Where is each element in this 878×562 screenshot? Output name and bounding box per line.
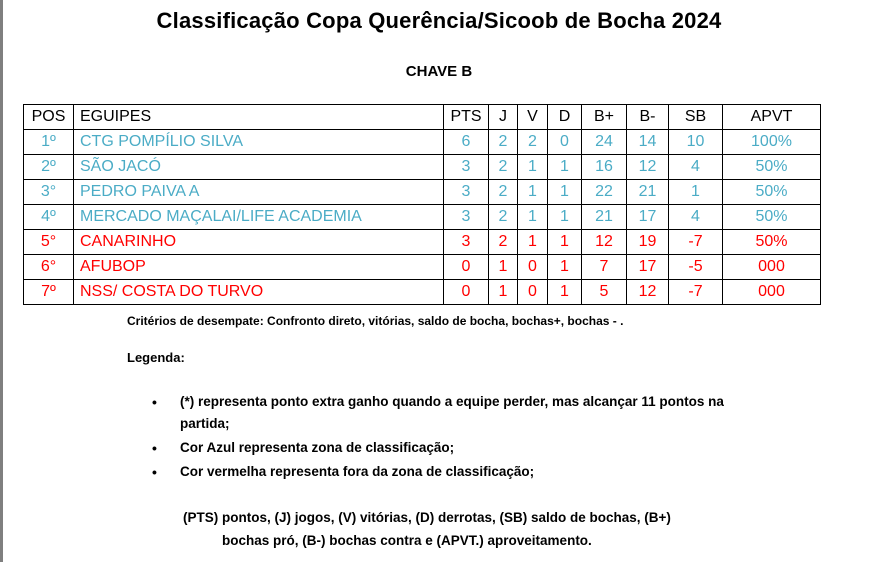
cell-bplus: 12 [582,230,627,255]
bullet-icon: • [152,464,157,480]
cell-team: CANARINHO [74,230,444,255]
legend-item [150,391,750,435]
cell-j: 1 [489,255,518,280]
cell-bminus: 14 [627,130,669,155]
cell-apvt: 50% [723,230,821,255]
cell-team: MERCADO MAÇALAI/LIFE ACADEMIA [74,205,444,230]
cell-sb: -7 [669,280,723,305]
cell-pos: 5° [24,230,74,255]
cell-pts: 0 [444,280,489,305]
cell-bminus: 12 [627,155,669,180]
table-row [24,155,821,180]
bullet-icon: • [152,440,157,456]
cell-team: CTG POMPÍLIO SILVA [74,130,444,155]
cell-pts: 3 [444,155,489,180]
cell-sb: 4 [669,205,723,230]
bullet-icon: • [152,394,157,410]
document-title: Classificação Copa Querência/Sicoob de Bocha 2024 [156,8,722,33]
cell-team: NSS/ COSTA DO TURVO [74,280,444,305]
cell-bplus: 24 [582,130,627,155]
cell-pos: 7º [24,280,74,305]
cell-bminus: 17 [627,205,669,230]
cell-pos: 4º [24,205,74,230]
header-d: D [548,105,582,130]
tiebreak-criteria: Critérios de desempate: Confronto direto, vitórias, saldo de bocha, bochas+, bochas - . [127,314,624,328]
group-subtitle: CHAVE B [405,63,473,80]
table-header-row [24,105,821,130]
cell-pts: 3 [444,205,489,230]
cell-d: 1 [548,280,582,305]
legend-list [150,391,750,485]
cell-pos: 6° [24,255,74,280]
cell-bminus: 21 [627,180,669,205]
cell-j: 2 [489,180,518,205]
cell-sb: 4 [669,155,723,180]
cell-apvt: 000 [723,255,821,280]
cell-bplus: 5 [582,280,627,305]
cell-pts: 3 [444,230,489,255]
cell-apvt: 50% [723,205,821,230]
cell-v: 0 [518,280,548,305]
cell-sb: 1 [669,180,723,205]
cell-j: 1 [489,280,518,305]
cell-team: AFUBOP [74,255,444,280]
abbreviations-line-1: (PTS) pontos, (J) jogos, (V) vitórias, (D) derrotas, (SB) saldo de bochas, (B+) [183,510,671,525]
cell-j: 2 [489,205,518,230]
table-row [24,205,821,230]
legend-item [150,461,750,483]
cell-team: SÃO JACÓ [74,155,444,180]
legend-item-text: Cor vermelha representa fora da zona de classificação; [180,464,535,479]
header-bplus: B+ [582,105,627,130]
cell-v: 1 [518,230,548,255]
header-j: J [489,105,518,130]
cell-bminus: 19 [627,230,669,255]
cell-d: 1 [548,180,582,205]
cell-pos: 3° [24,180,74,205]
cell-pts: 0 [444,255,489,280]
cell-j: 2 [489,155,518,180]
cell-pts: 3 [444,180,489,205]
cell-apvt: 50% [723,155,821,180]
table-row [24,180,821,205]
cell-v: 1 [518,205,548,230]
header-pts: PTS [444,105,489,130]
legend-item-text: (*) representa ponto extra ganho quando a equipe perder, mas alcançar 11 pontos na partida; [180,394,724,431]
cell-sb: -7 [669,230,723,255]
cell-v: 2 [518,130,548,155]
cell-bminus: 17 [627,255,669,280]
table-row [24,230,821,255]
cell-d: 1 [548,205,582,230]
cell-v: 1 [518,155,548,180]
cell-apvt: 100% [723,130,821,155]
cell-bplus: 21 [582,205,627,230]
cell-team: PEDRO PAIVA A [74,180,444,205]
cell-v: 1 [518,180,548,205]
cell-pts: 6 [444,130,489,155]
cell-d: 1 [548,255,582,280]
legend-item-text: Cor Azul representa zona de classificação; [180,440,455,455]
cell-d: 0 [548,130,582,155]
cell-bplus: 7 [582,255,627,280]
header-pos: POS [24,105,74,130]
cell-v: 0 [518,255,548,280]
abbreviations-note [183,506,783,552]
cell-d: 1 [548,155,582,180]
cell-apvt: 50% [723,180,821,205]
table-row [24,280,821,305]
cell-sb: -5 [669,255,723,280]
table-row [24,255,821,280]
cell-pos: 1º [24,130,74,155]
header-bminus: B- [627,105,669,130]
cell-sb: 10 [669,130,723,155]
cell-d: 1 [548,230,582,255]
header-teams: EGUIPES [74,105,444,130]
legend-item [150,437,750,459]
table-row [24,130,821,155]
cell-bplus: 22 [582,180,627,205]
cell-j: 2 [489,230,518,255]
legend-title: Legenda: [127,350,185,365]
abbreviations-line-2: bochas pró, (B-) bochas contra e (APVT.) aproveitamento. [222,533,592,548]
header-sb: SB [669,105,723,130]
cell-bminus: 12 [627,280,669,305]
cell-pos: 2º [24,155,74,180]
header-v: V [518,105,548,130]
cell-bplus: 16 [582,155,627,180]
cell-j: 2 [489,130,518,155]
page-left-border [0,0,3,562]
standings-table [23,104,821,305]
header-apvt: APVT [723,105,821,130]
cell-apvt: 000 [723,280,821,305]
